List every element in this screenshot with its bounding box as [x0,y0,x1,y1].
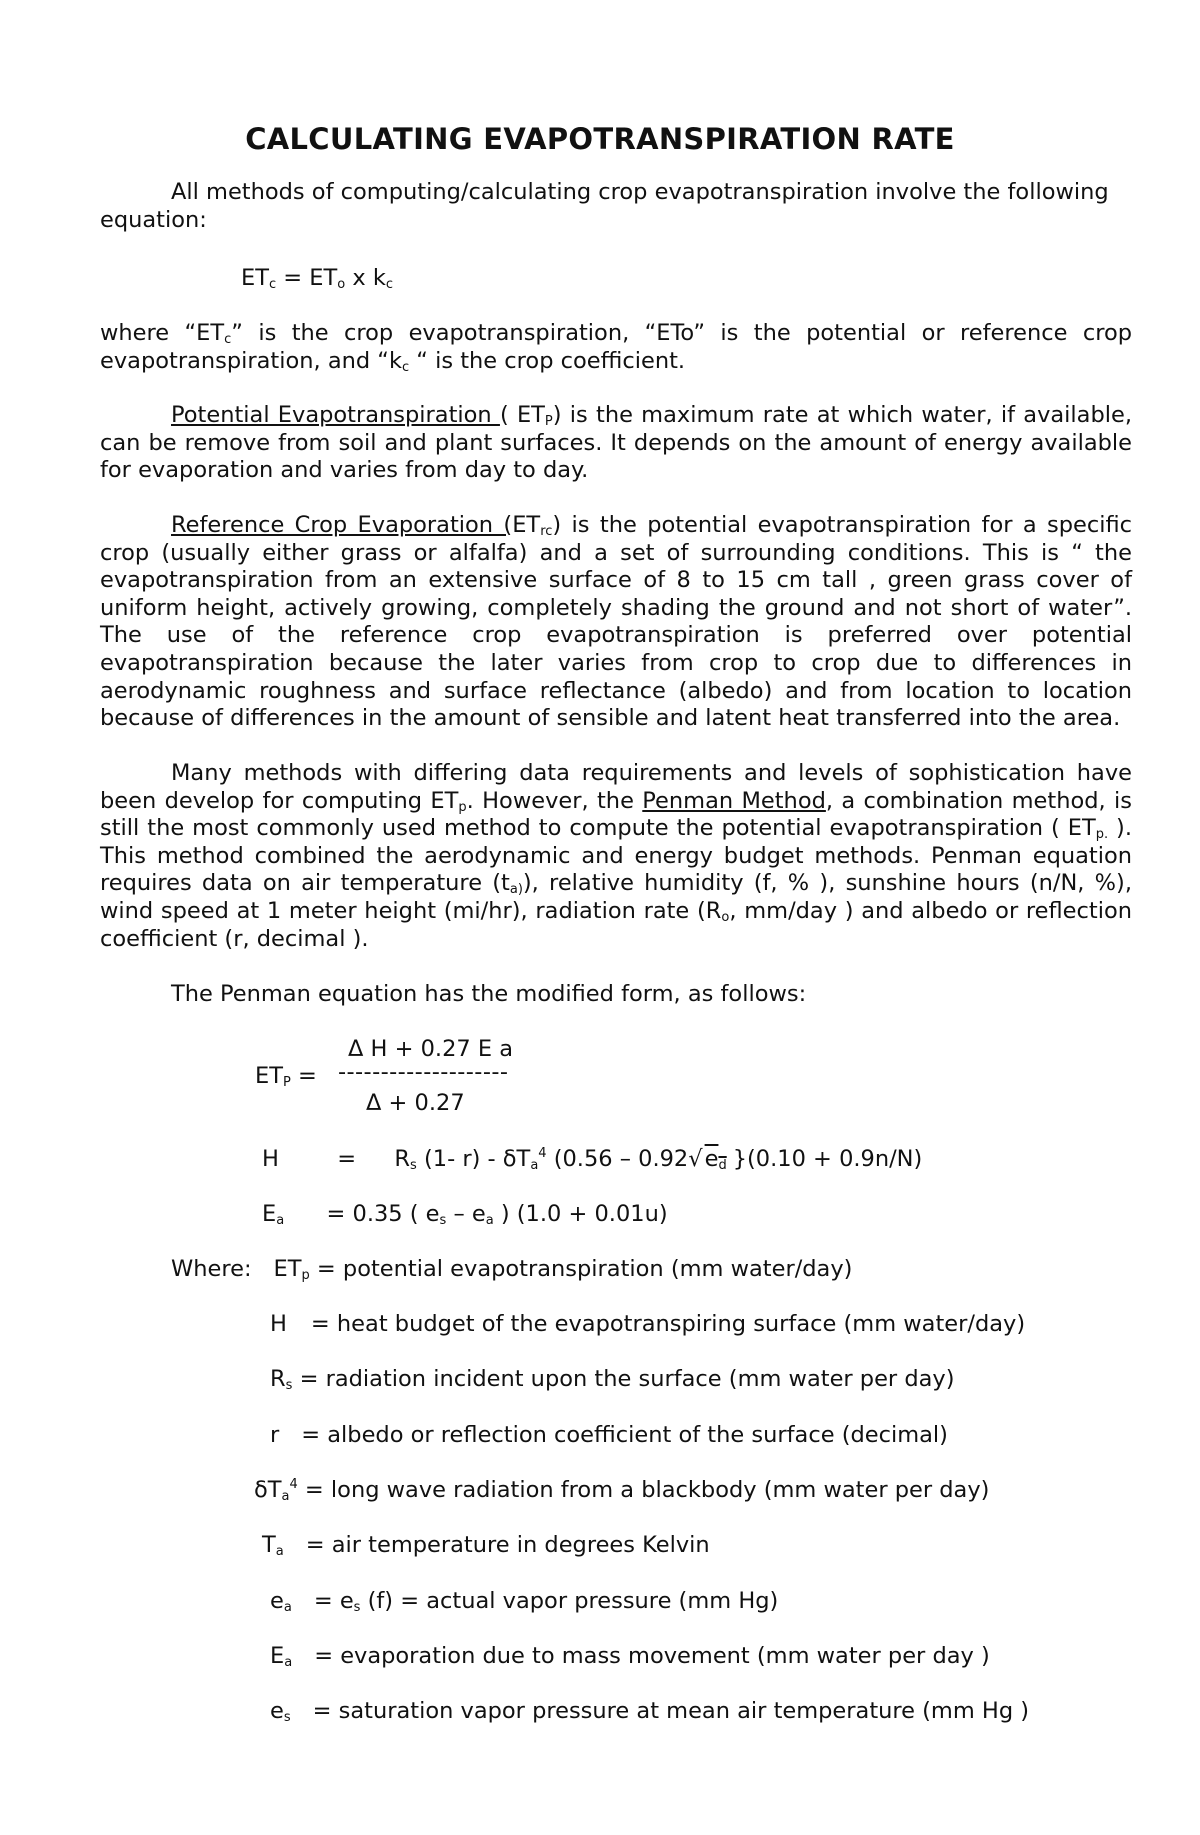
penman-numerator: Δ H + 0.27 E a [348,1036,514,1062]
intro-paragraph: All methods of computing/calculating crop evapotranspiration involve the following equation: [100,179,1109,233]
definition-ea-vapor: $e_a = e_s$ (f) = actual vapor pressure (mm Hg) [270,1588,779,1615]
definition-ta: $T_a$ = air temperature in degrees Kelvin [262,1532,710,1559]
definition-h: H = heat budget of the evapotranspiring surface (mm water/day) [270,1311,1026,1337]
penman-fraction-bar: -------------------- [338,1059,509,1085]
definition-r: r = albedo or reflection coefficient of the surface (decimal) [270,1422,948,1448]
penman-method-term: Penman Method [642,787,826,814]
definition-ea-evaporation: $E_a$ = evaporation due to mass movement (mm water per day ) [270,1643,990,1670]
reference-crop-paragraph: Reference Crop Evaporation $(ET_{rc})$ is the potential evapotranspiration for a specific crop (usually either grass or alfalfa) and a set of surrounding conditions. This is “ the evapotranspiration from an extensive surface of 8 to 15 cm tall , green grass cover of uniform height, actively growing, completely shading the ground and not short of water”. The use of the reference crop evapotranspiration is preferred over potential evapotranspiration because the later varies from crop to crop due to differences in aerodynamic roughness and surface reflectance (albedo) and from location to location because of differences in the amount of sensible and latent heat transferred into the area. [100,512,1132,732]
where-paragraph: where “$ET_c$” is the crop evapotranspiration, “ETo” is the potential or reference crop evapotranspiration, and “$k_c$ “ is the crop coefficient. [100,320,1133,375]
potential-evapotranspiration-term: Potential Evapotranspiration [171,402,500,428]
reference-crop-term: Reference Crop Evaporation ( [171,512,513,538]
potential-evapotranspiration-paragraph: Potential Evapotranspiration ( $ET_P$) is the maximum rate at which water, if available, can be remove from soil and plant surfaces. It depends on the amount of energy available for evaporation and varies from day to day. [100,402,1132,484]
document-title: CALCULATING EVAPOTRANSPIRATION RATE [245,122,955,156]
penman-denominator: Δ + 0.27 [366,1090,465,1116]
definition-es: $e_s$ = saturation vapor pressure at mean air temperature (mm Hg ) [270,1698,1030,1725]
definition-rs: $R_s$ = radiation incident upon the surface (mm water per day) [270,1366,955,1393]
h-equation: $H = R_s$ (1- $r) - \delta T_a^4$ ($0.56 - 0.92√e_d$ }(0.10 + 0.9n/N) [262,1146,923,1173]
penman-lhs: $ET_P$ = [255,1063,317,1090]
main-equation: $ET_c = ET_o$ x $k_c$ [241,265,394,292]
methods-paragraph: Many methods with differing data requirements and levels of sophistication have been develop for computing $ET_p$. However, the Penman Method, a combination method, is still the most commonly used method to compute the potential evapotranspiration ( $ET_{p.}$ ). This method combined the aerodynamic and energy budget methods. Penman equation requires data on air temperature $(t_{a)})$, relative humidity (f, % ), sunshine hours (n/N, %), wind speed at 1 meter height (mi/hr), radiation rate ($R_o$, mm/day ) and albedo or reflection coefficient (r, decimal ). [100,760,1133,952]
penman-intro: The Penman equation has the modified form, as follows: [171,981,807,1007]
definition-etp: Where: $ET_p$ = potential evapotranspiration (mm water/day) [171,1256,853,1283]
definition-delta-ta4: $\delta T_a^4$ = long wave radiation from a blackbody (mm water per day) [254,1477,990,1504]
ea-equation: $E_a = 0.35$ ( $e_s - e_a$ ) (1.0 + 0.01u) [262,1201,668,1228]
